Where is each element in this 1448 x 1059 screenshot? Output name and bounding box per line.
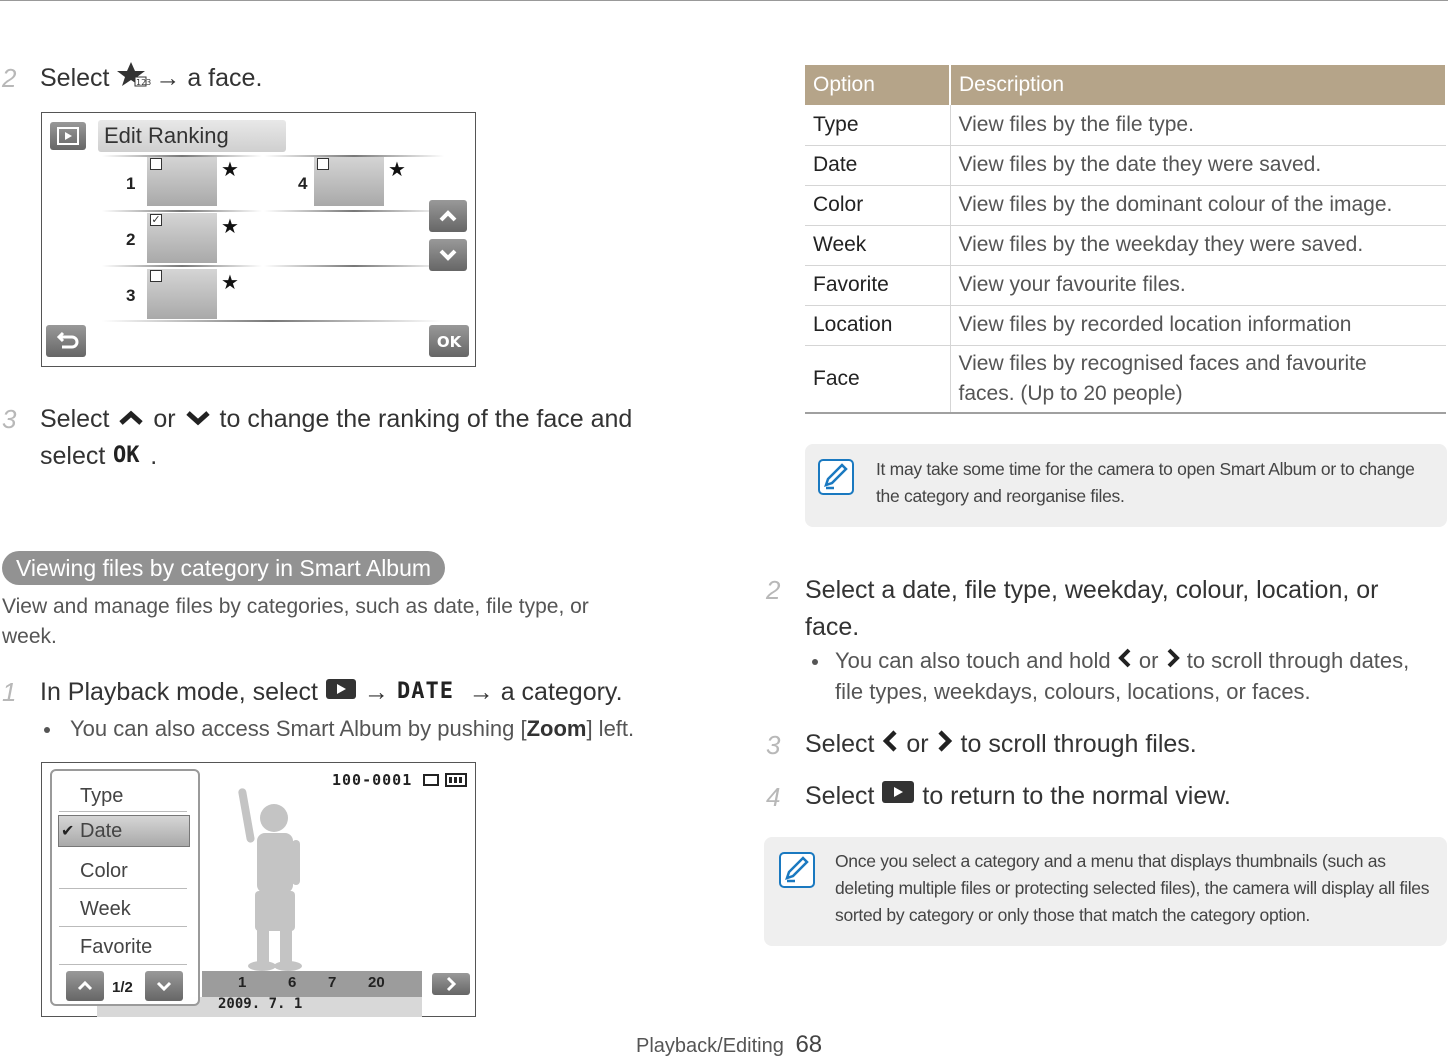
step-3-text-line2 bbox=[40, 438, 157, 475]
description-cell: View files by recorded location information bbox=[950, 305, 1446, 345]
option-cell: Week bbox=[805, 225, 950, 265]
description-cell: View files by the weekday they were saved. bbox=[950, 225, 1446, 265]
rank-number: 1 bbox=[126, 174, 136, 193]
timeline-item[interactable]: 1 bbox=[238, 974, 247, 991]
divider bbox=[264, 265, 444, 267]
step-3-text: Select or to scroll through files. bbox=[805, 726, 1197, 763]
playback-icon bbox=[325, 675, 357, 711]
screen-title: Edit Ranking bbox=[98, 120, 286, 152]
step-1-text bbox=[40, 674, 623, 711]
svg-text:OK: OK bbox=[113, 443, 140, 469]
back-button[interactable] bbox=[46, 325, 86, 357]
file-counter: 100-0001 bbox=[332, 771, 413, 789]
chevron-up-icon bbox=[116, 402, 146, 438]
star-ranking-icon bbox=[116, 60, 152, 98]
menu-item-selected-bg bbox=[58, 815, 190, 847]
chevron-left-icon bbox=[1117, 647, 1133, 677]
note-text: It may take some time for the camera to open Smart Album or to change the category and reorganise files. bbox=[876, 459, 1415, 506]
child-silhouette-image bbox=[212, 778, 322, 973]
description-cell: View files by the dominant colour of the image. bbox=[950, 185, 1446, 225]
playback-icon bbox=[881, 779, 915, 815]
current-date: 2009. 7. 1 bbox=[218, 996, 303, 1012]
step-text-pre: select bbox=[40, 442, 106, 470]
arrow: → bbox=[468, 678, 494, 706]
divider bbox=[102, 155, 262, 157]
divider bbox=[59, 926, 187, 927]
divider bbox=[264, 155, 444, 157]
option-cell: Color bbox=[805, 185, 950, 225]
note-text: Once you select a category and a menu that displays thumbnails (such as deleting multiple files or protecting selected files), the camera will display all files sorted by category or only those that match the category option. bbox=[835, 851, 1430, 925]
bullet-text: You can also access Smart Album by pushing [Zoom] left. bbox=[70, 716, 635, 741]
options-table bbox=[805, 65, 1447, 414]
section-title: Viewing files by category in Smart Album bbox=[2, 551, 445, 585]
table-row bbox=[805, 305, 1446, 345]
timeline-item[interactable]: 6 bbox=[288, 974, 297, 991]
bullet-icon bbox=[812, 659, 818, 665]
description-cell: View files by the file type. bbox=[950, 105, 1446, 145]
rank-number: 2 bbox=[126, 230, 136, 249]
divider bbox=[264, 210, 444, 212]
divider bbox=[102, 320, 442, 322]
option-cell: Location bbox=[805, 305, 950, 345]
option-cell: Favorite bbox=[805, 265, 950, 305]
date-icon bbox=[396, 675, 462, 711]
step-number: 4 bbox=[766, 782, 781, 812]
star-icon: ★ bbox=[221, 272, 239, 294]
table-row bbox=[805, 185, 1446, 225]
ok-icon bbox=[112, 439, 150, 475]
step-text-post: . bbox=[150, 442, 158, 470]
column-header: Option bbox=[805, 65, 950, 105]
bullet-icon bbox=[44, 727, 50, 733]
menu-item-type[interactable]: Type bbox=[80, 785, 124, 807]
face-checkbox[interactable] bbox=[150, 270, 162, 282]
chevron-right-icon bbox=[1165, 647, 1181, 677]
svg-text:DATE: DATE bbox=[396, 679, 454, 705]
step-4-text: Select to return to the normal view. bbox=[805, 778, 1231, 815]
page-number: 68 bbox=[795, 1031, 823, 1058]
step-number: 2 bbox=[766, 575, 781, 605]
bullet-text: You can also touch and hold or to scroll through dates, file types, weekdays, colours, locations, or faces. bbox=[835, 648, 1410, 705]
description-cell: View files by the date they were saved. bbox=[950, 145, 1446, 185]
footer-section: Playback/Editing bbox=[636, 1035, 784, 1057]
next-button[interactable] bbox=[432, 973, 470, 995]
menu-down-button[interactable] bbox=[145, 971, 183, 1001]
table-header-row bbox=[805, 65, 1446, 105]
divider bbox=[59, 888, 187, 889]
face-checkbox-checked[interactable]: ✓ bbox=[151, 214, 161, 226]
divider bbox=[102, 265, 262, 267]
menu-up-button[interactable] bbox=[66, 971, 104, 1001]
divider bbox=[102, 210, 262, 212]
rank-up-button[interactable] bbox=[429, 200, 467, 232]
divider bbox=[59, 964, 187, 965]
ok-button[interactable] bbox=[429, 325, 469, 357]
divider bbox=[59, 811, 187, 812]
table-row bbox=[805, 105, 1446, 145]
step-2-text: Select a date, file type, weekday, colour, location, or face. bbox=[805, 576, 1379, 641]
section-desc-line: View and manage files by categories, such as date, file type, or bbox=[2, 595, 589, 618]
svg-text:123: 123 bbox=[136, 78, 152, 88]
edit-ranking-screen bbox=[41, 112, 476, 367]
option-cell: Date bbox=[805, 145, 950, 185]
table-row bbox=[805, 145, 1446, 185]
step-text-post: to change the ranking of the face and bbox=[219, 405, 633, 433]
table-row bbox=[805, 265, 1446, 305]
step-text-mid: or bbox=[153, 405, 176, 433]
menu-item-week[interactable]: Week bbox=[80, 898, 131, 920]
column-header: Description bbox=[950, 65, 1446, 105]
step-3-text bbox=[40, 401, 680, 438]
star-icon: ★ bbox=[221, 216, 239, 238]
star-icon: ★ bbox=[221, 159, 239, 181]
step-text-post: a category. bbox=[500, 678, 623, 706]
step-number: 3 bbox=[766, 730, 781, 760]
timeline-item[interactable]: 7 bbox=[328, 974, 337, 991]
step-number: 2 bbox=[2, 63, 17, 93]
rank-number: 4 bbox=[298, 174, 308, 193]
menu-item-date[interactable]: Date bbox=[80, 820, 123, 842]
description-cell: View files by recognised faces and favourite faces. (Up to 20 people) bbox=[950, 345, 1446, 413]
step-text-post: → a face. bbox=[155, 64, 263, 92]
timeline-bar bbox=[202, 971, 422, 997]
option-cell: Type bbox=[805, 105, 950, 145]
step-text-pre: In Playback mode, select bbox=[40, 678, 318, 706]
step-number: 3 bbox=[2, 404, 17, 434]
step-text-pre: Select bbox=[40, 64, 110, 92]
battery-icon bbox=[422, 771, 470, 794]
menu-item-favorite[interactable]: Favorite bbox=[80, 936, 153, 958]
rank-number: 3 bbox=[126, 286, 136, 305]
face-checkbox[interactable] bbox=[150, 158, 162, 170]
top-rule bbox=[0, 0, 1448, 1]
note-icon bbox=[818, 459, 854, 495]
timeline-item[interactable]: 20 bbox=[368, 974, 385, 991]
arrow: → bbox=[363, 678, 389, 706]
playback-icon[interactable] bbox=[50, 122, 86, 150]
face-checkbox[interactable] bbox=[317, 158, 329, 170]
ok-label: OK bbox=[436, 333, 462, 351]
chevron-left-icon bbox=[881, 727, 899, 763]
step-number: 1 bbox=[2, 677, 17, 707]
step-2-text bbox=[40, 60, 262, 98]
chevron-right-icon bbox=[936, 727, 954, 763]
check-icon: ✔ bbox=[61, 823, 75, 840]
option-cell: Face bbox=[805, 345, 950, 413]
smart-album-screen bbox=[41, 762, 476, 1017]
table-row bbox=[805, 225, 1446, 265]
rank-down-button[interactable] bbox=[429, 239, 467, 271]
description-cell: View your favourite files. bbox=[950, 265, 1446, 305]
chevron-down-icon bbox=[183, 402, 213, 438]
note-icon bbox=[779, 852, 815, 888]
menu-page-indicator: 1/2 bbox=[112, 979, 133, 996]
section-description bbox=[2, 592, 589, 652]
page-footer bbox=[636, 1031, 822, 1059]
table-row bbox=[805, 345, 1446, 413]
star-icon: ★ bbox=[388, 159, 406, 181]
menu-item-color[interactable]: Color bbox=[80, 860, 128, 882]
section-desc-line: week. bbox=[2, 625, 57, 648]
step-text-pre: Select bbox=[40, 405, 110, 433]
zoom-key: Zoom bbox=[526, 716, 587, 741]
